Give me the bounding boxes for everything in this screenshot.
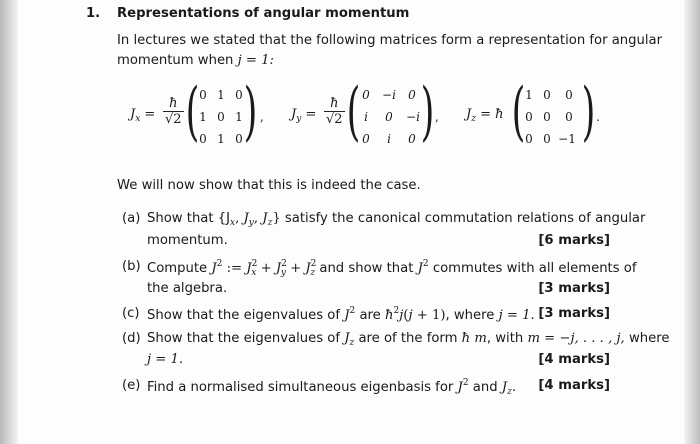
jx-matrix: ( ) 0 1 0 1 0 1 0 1 0 (185, 75, 258, 149)
jy-right-paren: ) (420, 75, 435, 149)
part-d-line-1: Show that the eigenvalues of $J_z$ are of the form ħ m, with m = −j, . . . , j, where (147, 331, 670, 348)
jz-left-paren: ( (511, 75, 526, 149)
jx-lhs: $J_x$ = (130, 107, 156, 124)
part-e-marks: [4 marks] (538, 378, 610, 393)
intro-line-2: momentum when j = 1: (117, 53, 274, 68)
part-e-line-1: Find a normalised simultaneous eigenbasis for $J^2$ and $J_z$. (147, 378, 517, 397)
part-b-marks: [3 marks] (538, 281, 610, 296)
part-b-label: (b) (122, 259, 141, 274)
part-c-marks: [3 marks] (538, 306, 610, 321)
part-d-line-2: j = 1. (147, 352, 184, 367)
part-b-line-2: the algebra. (147, 281, 228, 296)
jy-left-paren: ( (346, 75, 361, 149)
jz-period: . (596, 110, 600, 124)
jx-prefactor: $\frac{ħ}{√2}$ (165, 96, 182, 127)
photo-edge-shadow-right (684, 0, 700, 444)
part-a-marks: [6 marks] (538, 233, 610, 248)
part-e-label: (e) (122, 378, 141, 393)
jz-prefactor: ħ (495, 107, 504, 122)
part-b-line-1: Compute $J^2$ := $J^2_x + J^2_y + J^2_z$ and show that $J^2$ commutes with all elements of (147, 259, 637, 278)
part-a-line-1: Show that {$J_x$, $J_y$, $J_z$} satisfy the canonical commutation relations of angular (147, 211, 646, 228)
jy-prefactor: $\frac{ħ}{√2}$ (326, 96, 343, 127)
problem-number: 1. (86, 6, 101, 21)
jy-lhs: $J_y$ = (291, 107, 317, 124)
jz-right-paren: ) (581, 75, 596, 149)
photo-edge-shadow-left (0, 0, 18, 444)
jx-comma: , (260, 110, 264, 124)
part-c-label: (c) (122, 306, 140, 321)
jy-comma: , (435, 110, 439, 124)
intro-line-1: In lectures we stated that the following matrices form a representation for angular (117, 33, 663, 48)
part-d-label: (d) (122, 331, 141, 346)
jx-right-paren: ) (243, 75, 258, 149)
problem-title: Representations of angular momentum (117, 6, 410, 21)
part-c-line-1: Show that the eigenvalues of $J^2$ are $ħ^2j(j + 1)$, where j = 1. (147, 306, 535, 323)
intro-j-condition: j = 1: (237, 53, 274, 68)
transition-text: We will now show that this is indeed the case. (117, 178, 421, 193)
jx-left-paren: ( (185, 75, 200, 149)
part-d-marks: [4 marks] (538, 352, 610, 367)
part-a-line-2: momentum. (147, 233, 228, 248)
jy-matrix: ( ) 0 −i 0 i 0 −i 0 i 0 (346, 75, 435, 149)
jz-matrix: ( ) 1 0 0 0 0 0 0 0 −1 (511, 75, 596, 149)
jz-lhs: $J_z$ = ħ (466, 107, 504, 124)
part-a-label: (a) (122, 211, 141, 226)
